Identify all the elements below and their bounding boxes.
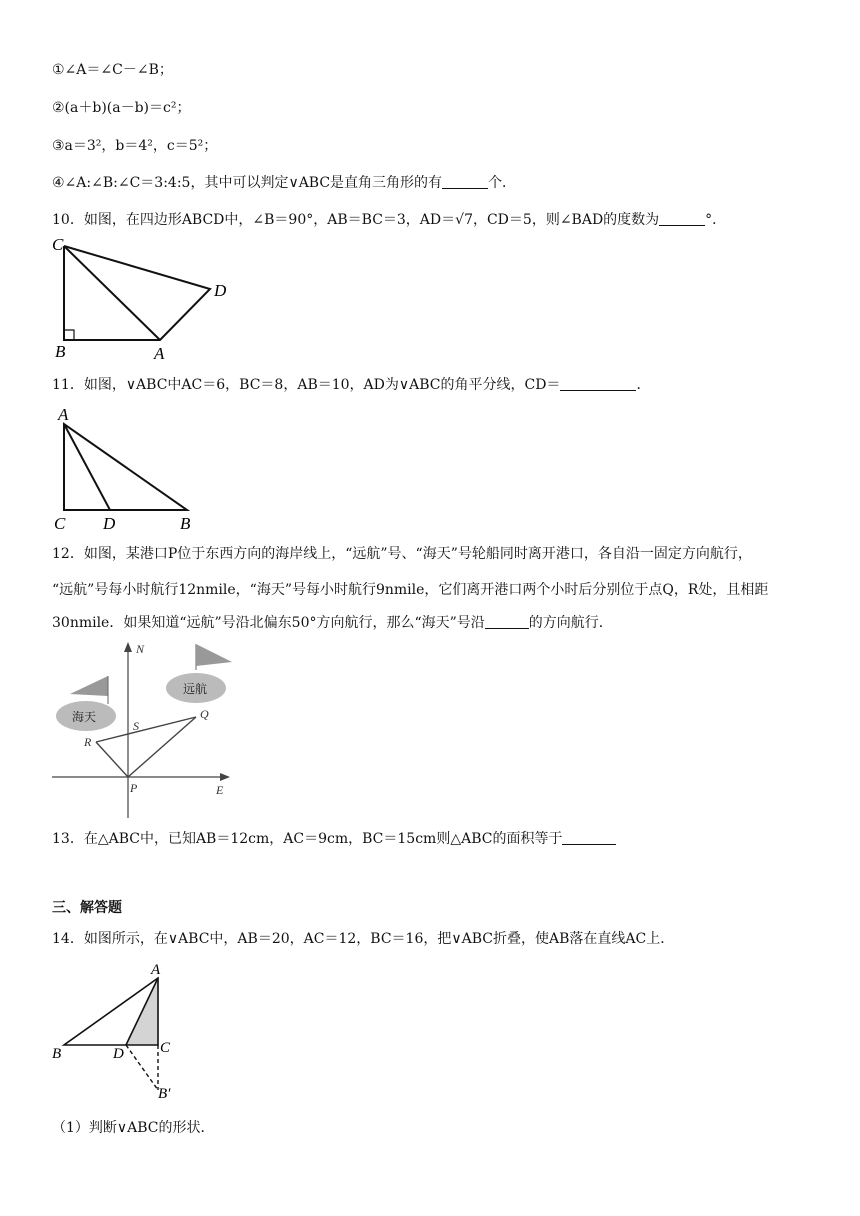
question-11-end: ． [636,377,651,393]
question-12-line-2: “远航”号每小时航行12nmile，“海天”号每小时航行9nmile，它们离开港口两个小时后分别位于点Q，R处，且相距 [52,582,769,598]
label-q: Q [200,707,209,721]
question-12-end: 的方向航行． [528,615,613,631]
label-c: C [54,514,66,533]
question-14-part-1: （1）判断∨ABC的形状． [52,1120,215,1136]
label-d: D [103,514,116,533]
ship-haitian-label: 海天 [72,710,97,724]
label-b: B [180,514,191,533]
question-13-text: 13．在△ABC中，已知AB＝12cm，AC＝9cm，BC＝15cm则△ABC的面积等于 [52,831,563,847]
label-a: A [151,962,161,978]
label-p: P [130,781,138,795]
condition-1: ①∠A＝∠C－∠B； [52,62,173,78]
label-a: A [58,405,69,424]
label-b: B [52,1046,62,1062]
label-s: S [133,719,139,733]
label-c: C [160,1040,171,1056]
label-d: D [214,281,227,300]
section-title: 三、解答题 [52,900,122,916]
condition-4-end: 个． [488,175,517,191]
question-12-text: 30nmile．如果知道“远航”号沿北偏东50°方向航行，那么“海天”号沿 [52,615,485,631]
question-10-text: 10．如图，在四边形ABCD中，∠B＝90°，AB＝BC＝3，AD＝√7，CD＝5，则∠BAD的度数为 [52,212,660,228]
label-c: C [52,235,64,254]
condition-2: ②(a＋b)(a－b)＝c²； [52,100,191,116]
label-b: B [55,342,66,361]
label-e: E [216,783,224,797]
label-d: D [113,1046,124,1062]
question-12-line-1: 12．如图，某港口P位于东西方向的海岸线上，“远航”号、“海天”号轮船同时离开港口，各自沿一固定方向航行， [52,546,752,562]
label-n: N [136,642,145,656]
label-r: R [84,735,92,749]
condition-4-text: ④∠A:∠B:∠C＝3:4:5，其中可以判定∨ABC是直角三角形的有 [52,175,443,191]
ship-yuanhang-label: 远航 [183,682,208,696]
condition-3: ③a＝3²，b＝4²，c＝5²； [52,138,218,154]
question-10-end: °． [705,212,727,228]
question-14: 14．如图所示，在∨ABC中，AB＝20，AC＝12，BC＝16，把∨ABC折叠，使AB落在直线AC上． [52,931,675,947]
label-a: A [154,344,165,363]
label-b-prime: B′ [158,1086,171,1102]
question-11-text: 11．如图，∨ABC中AC＝6，BC＝8，AB＝10，AD为∨ABC的角平分线，CD＝ [52,377,561,393]
